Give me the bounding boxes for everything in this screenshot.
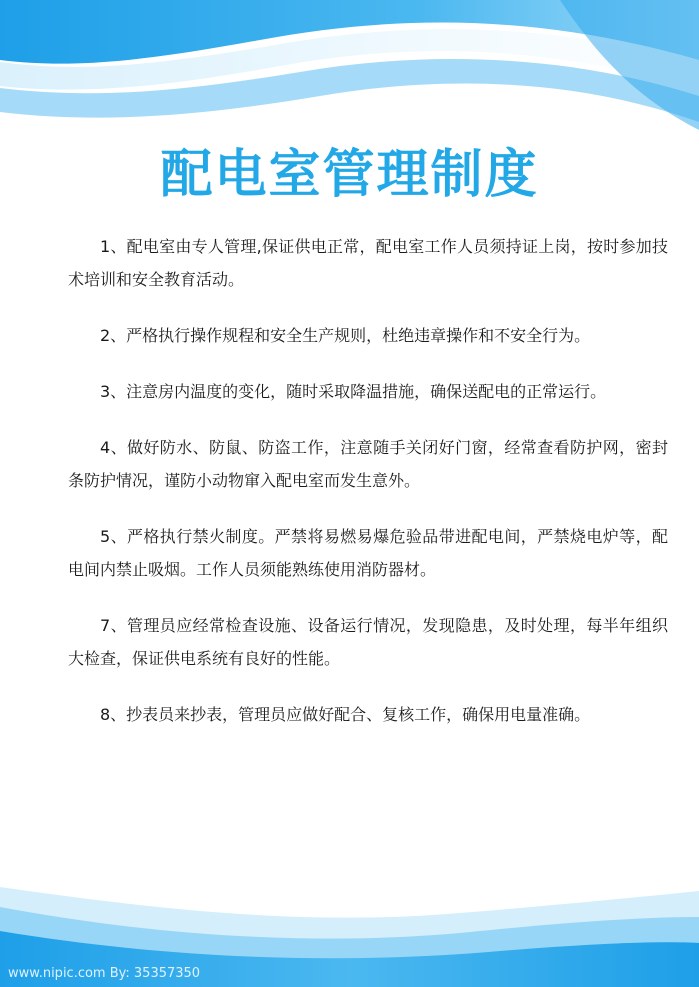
top-wave-banner [0,0,699,130]
rules-list [68,230,668,754]
rule-item: 4、做好防水、防鼠、防盗工作，注意随手关闭好门窗，经常查看防护网，密封条防护情况，谨防小动物窜入配电室而发生意外。 [68,438,668,490]
rule-item: 1、配电室由专人管理,保证供电正常，配电室工作人员须持证上岗，按时参加技术培训和安全教育活动。 [68,237,668,289]
document-title: 配电室管理制度 [160,145,539,205]
watermark-text: www.nipic.com By: 35357350 [8,966,201,981]
rule-item: 5、严格执行禁火制度。严禁将易燃易爆危验品带进配电间，严禁烧电炉等，配电间内禁止吸烟。工作人员须能熟练使用消防器材。 [68,527,668,579]
rule-item: 2、严格执行操作规程和安全生产规则，杜绝违章操作和不安全行为。 [100,326,591,345]
rule-item: 7、管理员应经常检查设施、设备运行情况，发现隐患，及时处理，每半年组织大检查，保证供电系统有良好的性能。 [68,616,668,668]
rule-item: 3、注意房内温度的变化，随时采取降温措施，确保送配电的正常运行。 [100,382,607,401]
rule-item: 8、抄表员来抄表，管理员应做好配合、复核工作，确保用电量准确。 [100,705,591,724]
